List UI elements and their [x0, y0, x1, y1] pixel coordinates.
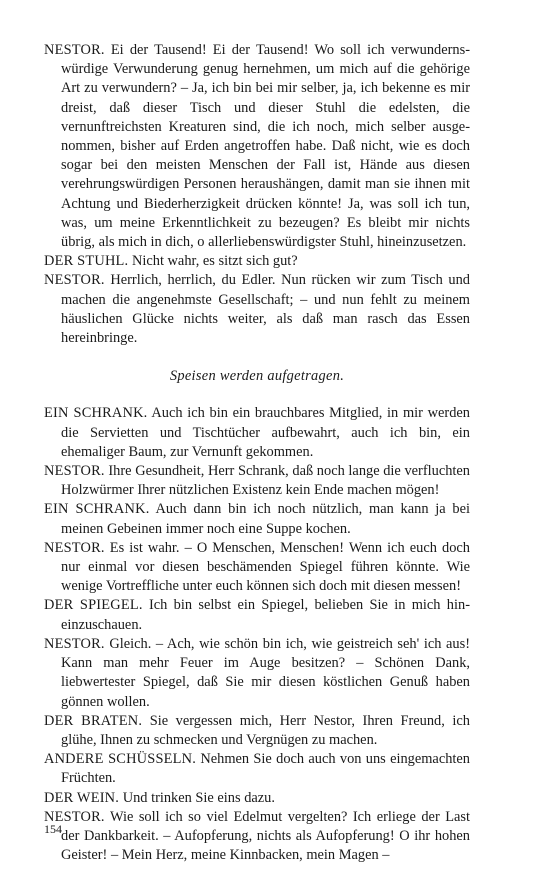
- speech-text: Und trinken Sie eins dazu.: [122, 789, 275, 806]
- page-number: 154: [44, 822, 62, 836]
- stage-direction: Speisen werden aufgetragen.: [169, 368, 345, 385]
- speaker-name: DER SPIEGEL.: [44, 597, 143, 614]
- speech-text: Herrlich, herrlich, du Edler. Nun rücken wir zum Tisch und machen die angenehmste Gesellschaft; – und nun fehlt zu meinem häuslichen Glücke nichts weiter, als daß man rasch das Essen hereinbringe.: [61, 272, 470, 347]
- speech: [44, 41, 470, 252]
- speech-text: Auch dann bin ich noch nützlich, man kann ja bei meinen Gebeinen immer noch eine Suppe kochen.: [61, 501, 470, 537]
- speaker-name: DER STUHL.: [44, 253, 129, 270]
- speech: [44, 252, 470, 271]
- speech-text: Wie soll ich so viel Edelmut vergelten? Ich erliege der Last der Dankbarkeit. – Aufopferung, nichts als Aufopferung! O ihr hohen Geister! – Mein Herz, meine Kinnbacken, mein Magen –: [61, 808, 470, 864]
- speaker-name: NESTOR.: [44, 463, 105, 480]
- speech: [44, 500, 470, 538]
- speaker-name: EIN SCHRANK.: [44, 405, 148, 422]
- speech: [44, 789, 470, 808]
- speech: [44, 808, 470, 866]
- speaker-name: NESTOR.: [44, 272, 105, 289]
- speech-text: Nehmen Sie doch auch von uns eingemachten Früchten.: [61, 751, 470, 787]
- book-page-text: [44, 41, 470, 865]
- speaker-name: NESTOR.: [44, 539, 105, 556]
- speech: [44, 271, 470, 348]
- speech-text: Ihre Gesundheit, Herr Schrank, daß noch lange die verfluchten Holzwürmer Ihrer nützlichen Existenz kein Ende machen mögen!: [61, 463, 470, 499]
- speech: [44, 462, 470, 500]
- speaker-name: DER WEIN.: [44, 789, 120, 806]
- speech-text: Es ist wahr. – O Menschen, Menschen! Wenn ich euch doch nur einmal vor diesen beschämenden Spiegel führen könnte. Wie wenige Vortreffliche unter euch können sich doch mit diesen messen!: [61, 539, 470, 595]
- speech: [44, 712, 470, 750]
- speaker-name: NESTOR.: [44, 42, 105, 58]
- speaker-name: NESTOR.: [44, 635, 105, 652]
- speech: [44, 750, 470, 788]
- speaker-name: NESTOR.: [44, 808, 105, 825]
- speech-text: Auch ich bin ein brauchbares Mitglied, in mir werden die Servietten und Tischtücher aufbewahrt, auch ich bin, ein ehemaliger Baum, zur Vernunft gekommen.: [61, 405, 470, 460]
- speech-text: Sie vergessen mich, Herr Nestor, Ihren Freund, ich glühe, Ihnen zu schmecken und Vergnügen zu machen.: [61, 712, 470, 748]
- speech: [44, 635, 470, 712]
- speech-text: Gleich. – Ach, wie schön bin ich, wie geistreich seh' ich aus! Kann man mehr Feuer im Auge besitzen? – Schönen Dank, liebwertester Spiegel, daß Sie mir diesen köstlichen Genuß haben gönnen wollen.: [61, 635, 470, 710]
- speech: [44, 596, 470, 634]
- dialogue-block-before: [44, 41, 470, 348]
- speech-text: Ei der Tausend! Ei der Tausend! Wo soll ich verwundernswürdige Verwunderung genug hernehmen, um mich auf die gehörige Art zu verwundern? – Ja, ich bin bei mir selber, ja, ich bekenne es mir dreist, daß dieser Tisch und dieser Stuhl die edelsten, die vernunftreichsten Kreaturen sind, die ich noch, mich selber ausgenommen, bisher auf Erden angetroffen habe. Daß nicht, wie es doch sogar bei den meisten Menschen der Fall ist, Hände aus diesen verehrungswürdigen Personen heraushängen, damit man sie ihnen mit Achtung und Biederherzigkeit drücken könnte! Ja, was soll ich tun, was, um meine Erkenntlichkeit zu bezeugen? Es bleibt mir nichts übrig, als mich in dich, o allerliebenswürdigster Stuhl, hineinzusetzen.: [61, 42, 470, 251]
- speech: [44, 404, 470, 462]
- speech-text: Nicht wahr, es sitzt sich gut?: [131, 253, 298, 270]
- speech-text: Ich bin selbst ein Spiegel, belieben Sie in mich hineinzuschauen.: [61, 597, 470, 633]
- dialogue-block-after: [44, 404, 470, 865]
- speech: [44, 539, 470, 597]
- speaker-name: DER BRATEN.: [44, 712, 143, 729]
- speaker-name: EIN SCHRANK.: [44, 501, 150, 518]
- speaker-name: ANDERE SCHÜSSELN.: [44, 751, 197, 768]
